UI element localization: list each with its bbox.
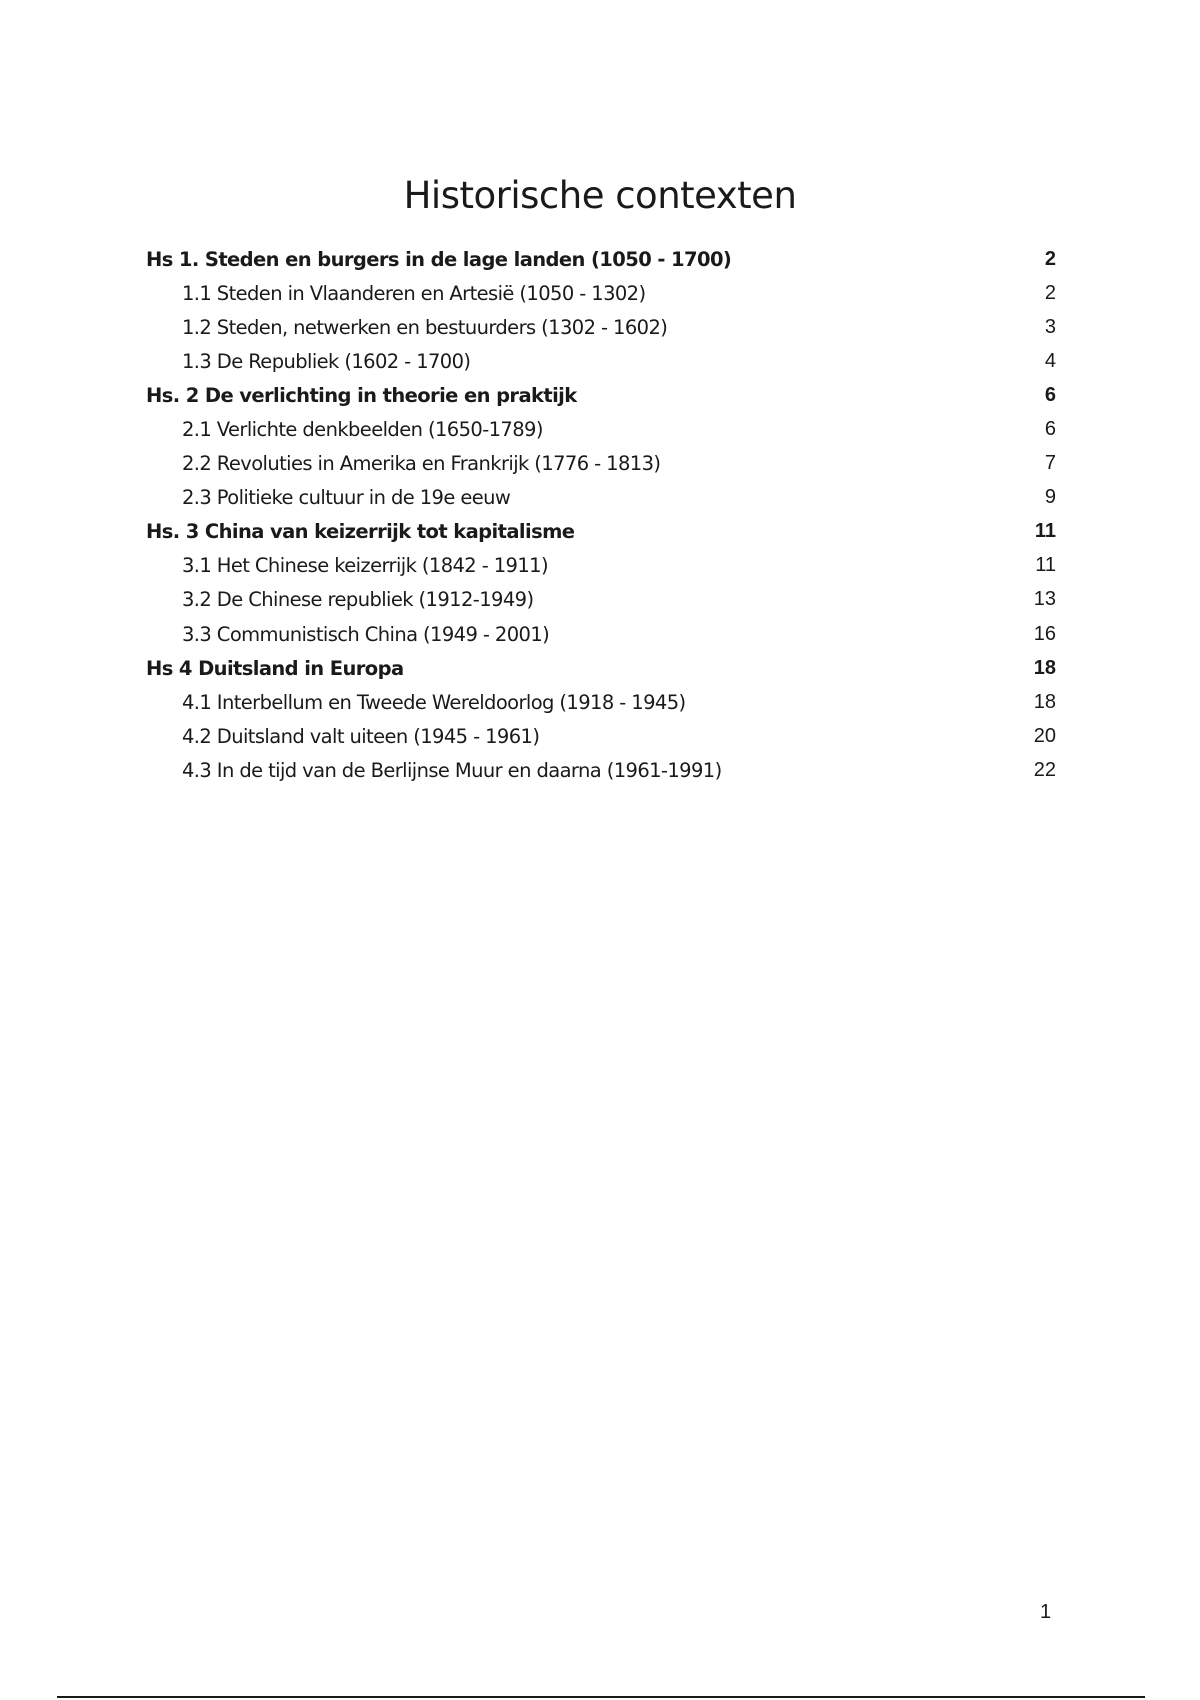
- toc-entry-section-1-3[interactable]: [146, 344, 1056, 378]
- toc-entry-label: 2.3 Politieke cultuur in de 19e eeuw: [182, 486, 511, 510]
- toc-entry-page: 2: [1044, 247, 1056, 270]
- toc-entry-chapter-4[interactable]: [146, 651, 1056, 685]
- toc-entry-label: 2.2 Revoluties in Amerika en Frankrijk (1776 - 1813): [182, 452, 661, 476]
- footer-divider: [57, 1696, 1145, 1698]
- toc-entry-section-3-1[interactable]: [146, 549, 1056, 583]
- toc-entry-label: 1.1 Steden in Vlaanderen en Artesië (1050 - 1302): [182, 281, 646, 305]
- toc-entry-label: 4.3 In de tijd van de Berlijnse Muur en daarna (1961-1991): [182, 758, 722, 782]
- toc-entry-label: Hs 1. Steden en burgers in de lage landen (1050 - 1700): [146, 247, 732, 271]
- toc-entry-section-4-2[interactable]: [146, 719, 1056, 753]
- toc-entry-page: 7: [1044, 452, 1056, 475]
- toc-entry-chapter-1[interactable]: [146, 242, 1056, 276]
- toc-entry-label: 4.1 Interbellum en Tweede Wereldoorlog (1918 - 1945): [182, 690, 686, 714]
- toc-entry-section-2-3[interactable]: [146, 481, 1056, 515]
- toc-entry-section-3-3[interactable]: [146, 617, 1056, 651]
- toc-entry-label: Hs 4 Duitsland in Europa: [146, 656, 404, 680]
- toc-entry-page: 9: [1044, 486, 1056, 509]
- toc-entry-label: 2.1 Verlichte denkbeelden (1650-1789): [182, 418, 543, 442]
- toc-entry-page: 18: [1033, 690, 1056, 713]
- toc-entry-section-4-1[interactable]: [146, 685, 1056, 719]
- page-number: 1: [1040, 1601, 1052, 1623]
- toc-entry-page: 16: [1033, 622, 1056, 645]
- table-of-contents: [146, 242, 1056, 788]
- toc-entry-section-1-2[interactable]: [146, 310, 1056, 344]
- toc-entry-label: 4.2 Duitsland valt uiteen (1945 - 1961): [182, 724, 540, 748]
- toc-entry-page: 22: [1033, 758, 1056, 781]
- toc-entry-section-1-1[interactable]: [146, 276, 1056, 310]
- toc-entry-page: 6: [1044, 383, 1056, 406]
- toc-entry-page: 2: [1044, 281, 1056, 304]
- toc-entry-page: 18: [1033, 656, 1056, 679]
- toc-entry-page: 11: [1034, 520, 1056, 543]
- toc-entry-page: 3: [1044, 315, 1056, 338]
- toc-entry-page: 4: [1044, 349, 1056, 372]
- toc-entry-label: 3.3 Communistisch China (1949 - 2001): [182, 622, 550, 646]
- toc-entry-chapter-3[interactable]: [146, 515, 1056, 549]
- toc-entry-label: 3.2 De Chinese republiek (1912-1949): [182, 588, 534, 612]
- toc-entry-page: 6: [1044, 418, 1056, 441]
- toc-entry-page: 20: [1033, 724, 1056, 747]
- toc-entry-page: 13: [1033, 588, 1056, 611]
- toc-entry-section-3-2[interactable]: [146, 583, 1056, 617]
- toc-entry-label: 3.1 Het Chinese keizerrijk (1842 - 1911): [182, 554, 548, 578]
- toc-entry-chapter-2[interactable]: [146, 378, 1056, 412]
- toc-entry-label: Hs. 3 China van keizerrijk tot kapitalisme: [146, 520, 575, 544]
- toc-entry-page: 11: [1035, 554, 1056, 577]
- page-title: Historische contexten: [403, 173, 797, 217]
- toc-entry-section-4-3[interactable]: [146, 753, 1056, 787]
- toc-entry-section-2-1[interactable]: [146, 412, 1056, 446]
- toc-entry-label: 1.2 Steden, netwerken en bestuurders (1302 - 1602): [182, 315, 668, 339]
- toc-entry-label: Hs. 2 De verlichting in theorie en praktijk: [146, 383, 577, 407]
- toc-entry-label: 1.3 De Republiek (1602 - 1700): [182, 349, 471, 373]
- toc-entry-section-2-2[interactable]: [146, 447, 1056, 481]
